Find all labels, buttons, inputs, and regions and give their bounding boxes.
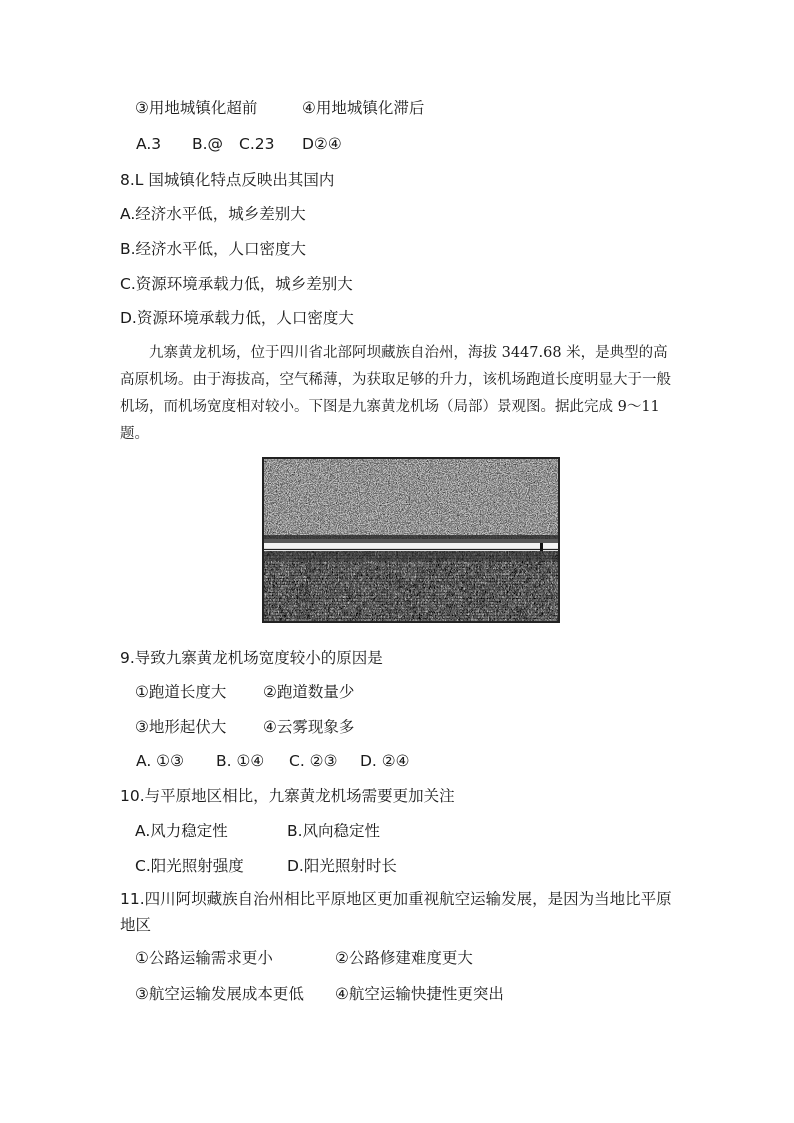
airport-photo: [262, 457, 560, 623]
q7-option-3: ③用地城镇化超前: [135, 99, 258, 117]
passage: [120, 340, 680, 448]
q7-choice-b: B.@: [192, 135, 224, 153]
q8-option-c: C.资源环境承载力低，城乡差别大: [120, 275, 353, 293]
lower-shoulder: [264, 551, 558, 561]
q11-stem: 11.四川阿坝藏族自治州相比平原地区更加重视航空运输发展，是因为当地比平原地区: [120, 890, 672, 934]
runway-shoulder-top: [264, 535, 558, 543]
q9-option-2: ②跑道数量少: [263, 683, 355, 701]
q8-option-d: D.资源环境承载力低，人口密度大: [120, 309, 354, 327]
q10-stem: 10.与平原地区相比，九寨黄龙机场需要更加关注: [120, 787, 455, 805]
q10-option-a: A.风力稳定性: [135, 822, 228, 840]
q10-option-c: C.阳光照射强度: [135, 857, 244, 875]
q9-choice-c: C. ②③: [289, 752, 338, 770]
q9-option-4: ④云雾现象多: [263, 718, 355, 736]
q9-option-1: ①跑道长度大: [135, 683, 227, 701]
q7-option-4: ④用地城镇化滞后: [302, 99, 425, 117]
lower-terrain-texture: [264, 551, 558, 621]
q8-stem: 8.L 国城镇化特点反映出其国内: [120, 171, 335, 189]
q7-choice-c: C.23: [239, 135, 275, 153]
q11-option-3: ③航空运输发展成本更低: [135, 985, 304, 1003]
q9-choice-d: D. ②④: [360, 752, 410, 770]
q11-option-1: ①公路运输需求更小: [135, 949, 273, 967]
q8-option-a: A.经济水平低，城乡差别大: [120, 205, 306, 223]
upper-terrain-texture: [264, 459, 558, 539]
runway: [264, 543, 558, 549]
q10-option-d: D.阳光照射时长: [287, 857, 397, 875]
q9-option-3: ③地形起伏大: [135, 718, 227, 736]
q8-option-b: B.经济水平低，人口密度大: [120, 240, 307, 258]
passage-text: 九寨黄龙机场，位于四川省北部阿坝藏族自治州，海拔 3447.68 米，是典型的高高原机场。由于海拔高，空气稀薄，为获取足够的升力，该机场跑道长度明显大于一般机场，而机场宽度相对较小。下图是九寨黄龙机场（局部）景观图。据此完成 9～11 题。: [120, 345, 671, 442]
q9-choice-b: B. ①④: [216, 752, 265, 770]
airport-photo-graphic: [264, 459, 558, 621]
q10-option-b: B.风向稳定性: [287, 822, 381, 840]
q11-option-2: ②公路修建难度更大: [335, 949, 473, 967]
q9-choice-a: A. ①③: [136, 752, 184, 770]
q9-stem: 9.导致九寨黄龙机场宽度较小的原因是: [120, 649, 383, 667]
q7-choice-d: D②④: [302, 135, 342, 153]
q7-choice-a: A.3: [136, 135, 162, 153]
q11-option-4: ④航空运输快捷性更突出: [335, 985, 504, 1003]
